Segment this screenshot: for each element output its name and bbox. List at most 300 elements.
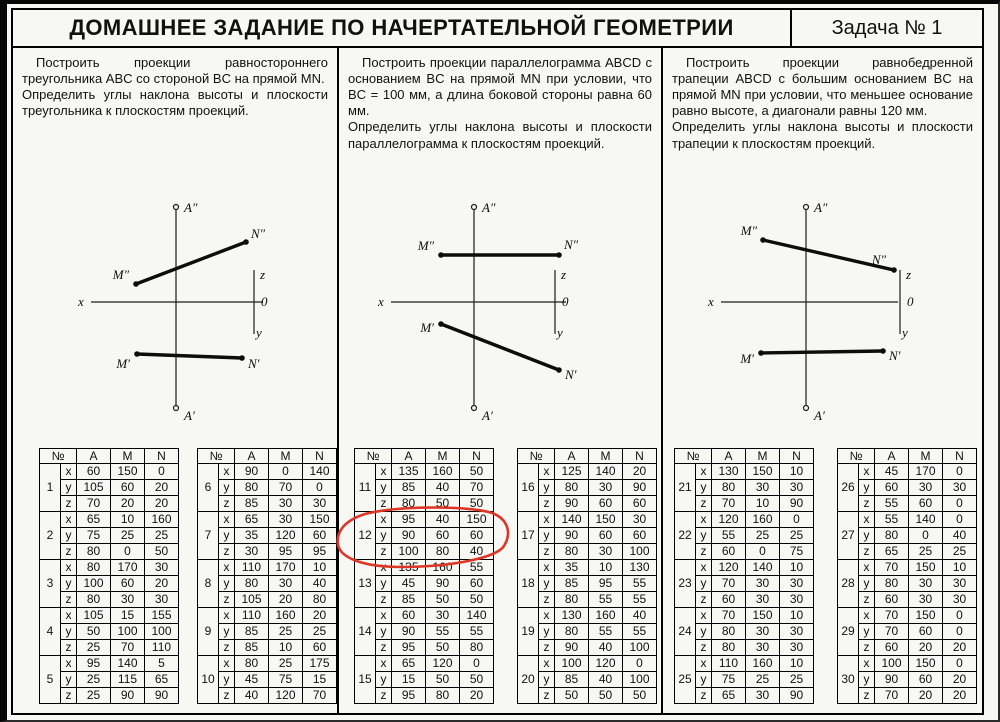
coord-value: 30 xyxy=(943,592,977,608)
label-n-horizontal: N′ xyxy=(565,367,577,382)
coord-value: 85 xyxy=(235,496,269,512)
coord-value: 20 xyxy=(909,688,943,704)
col-header-a: A xyxy=(77,449,111,464)
coord-label: z xyxy=(376,592,392,608)
coord-label: x xyxy=(219,608,235,624)
table-header-row xyxy=(198,449,337,464)
coord-label: y xyxy=(696,528,712,544)
table-row xyxy=(355,544,494,560)
variants-table-11-15 xyxy=(354,448,494,704)
variant-number: 13 xyxy=(355,560,376,608)
table-row xyxy=(355,672,494,688)
coord-value: 80 xyxy=(712,640,746,656)
coord-value: 100 xyxy=(875,656,909,672)
table-row xyxy=(40,592,179,608)
coord-value: 10 xyxy=(746,496,780,512)
coord-value: 25 xyxy=(746,528,780,544)
coord-value: 30 xyxy=(746,576,780,592)
coord-label: x xyxy=(859,560,875,576)
variant-number: 18 xyxy=(518,560,539,608)
coord-value: 0 xyxy=(943,624,977,640)
coord-value: 40 xyxy=(943,528,977,544)
label-y-axis: y xyxy=(256,325,262,340)
coord-value: 20 xyxy=(943,672,977,688)
table-row xyxy=(355,688,494,704)
coord-value: 120 xyxy=(712,560,746,576)
coord-value: 0 xyxy=(780,512,814,528)
coord-value: 30 xyxy=(780,576,814,592)
coord-value: 150 xyxy=(909,656,943,672)
coord-value: 55 xyxy=(623,576,657,592)
coord-value: 160 xyxy=(426,464,460,480)
coord-label: x xyxy=(539,512,555,528)
coord-value: 0 xyxy=(943,608,977,624)
coord-value: 95 xyxy=(589,576,623,592)
label-n-horizontal: N′ xyxy=(248,356,260,371)
coord-label: x xyxy=(61,608,77,624)
coord-label: z xyxy=(696,544,712,560)
table-row xyxy=(355,528,494,544)
variant-number: 12 xyxy=(355,512,376,560)
coord-value: 90 xyxy=(623,480,657,496)
table-row xyxy=(40,464,179,480)
table-row xyxy=(40,672,179,688)
col-header-m: M xyxy=(589,449,623,464)
coord-value: 0 xyxy=(623,656,657,672)
coord-value: 25 xyxy=(77,672,111,688)
coord-value: 70 xyxy=(303,688,337,704)
col-header-num: № xyxy=(838,449,875,464)
point-a-front-marker xyxy=(174,205,179,210)
label-n-front: N″ xyxy=(564,237,579,252)
variant-number: 2 xyxy=(40,512,61,560)
label-a-horizontal: A′ xyxy=(184,408,195,423)
coord-label: y xyxy=(61,480,77,496)
table-row xyxy=(198,464,337,480)
projection-diagram-2 xyxy=(345,193,645,438)
variants-table-1-5 xyxy=(39,448,179,704)
coord-value: 90 xyxy=(555,496,589,512)
coord-value: 60 xyxy=(909,496,943,512)
variant-number: 1 xyxy=(40,464,61,512)
coord-value: 160 xyxy=(145,512,179,528)
coord-value: 0 xyxy=(909,528,943,544)
coord-value: 35 xyxy=(555,560,589,576)
table-row xyxy=(198,640,337,656)
coord-value: 160 xyxy=(589,608,623,624)
col-header-a: A xyxy=(555,449,589,464)
table-row xyxy=(198,624,337,640)
coord-value: 60 xyxy=(460,576,494,592)
table-header-row xyxy=(838,449,977,464)
table-row xyxy=(838,656,977,672)
coord-value: 60 xyxy=(623,528,657,544)
coord-value: 10 xyxy=(780,608,814,624)
col-header-num: № xyxy=(518,449,555,464)
table-row xyxy=(40,608,179,624)
coord-value: 30 xyxy=(145,560,179,576)
variants-table-26-30 xyxy=(837,448,977,704)
coord-value: 65 xyxy=(392,656,426,672)
coord-value: 140 xyxy=(303,464,337,480)
coord-value: 50 xyxy=(426,672,460,688)
table-row xyxy=(355,464,494,480)
coord-label: z xyxy=(539,544,555,560)
coord-label: y xyxy=(696,576,712,592)
table-row xyxy=(355,480,494,496)
coord-value: 15 xyxy=(111,608,145,624)
coord-value: 75 xyxy=(780,544,814,560)
table-row xyxy=(518,480,657,496)
coord-value: 40 xyxy=(623,608,657,624)
label-n-front: N″ xyxy=(871,252,886,267)
coord-value: 140 xyxy=(555,512,589,528)
coord-value: 80 xyxy=(426,688,460,704)
task-paragraph: Определить углы наклона высоты и плоскости параллелограмма к плоскостям проекций. xyxy=(348,119,652,151)
coord-value: 95 xyxy=(77,656,111,672)
coord-value: 120 xyxy=(589,656,623,672)
table-row xyxy=(838,544,977,560)
coord-value: 90 xyxy=(780,688,814,704)
coord-label: z xyxy=(539,640,555,656)
table-row xyxy=(518,576,657,592)
coord-label: x xyxy=(859,656,875,672)
coord-value: 50 xyxy=(77,624,111,640)
coord-value: 60 xyxy=(875,480,909,496)
coord-value: 25 xyxy=(943,544,977,560)
coord-label: y xyxy=(376,576,392,592)
coord-value: 90 xyxy=(780,496,814,512)
coord-value: 25 xyxy=(909,544,943,560)
coord-value: 70 xyxy=(875,624,909,640)
coord-value: 30 xyxy=(746,592,780,608)
coord-label: x xyxy=(859,512,875,528)
table-row xyxy=(518,464,657,480)
tables-group-3 xyxy=(663,448,982,704)
coord-label: y xyxy=(859,528,875,544)
table-row xyxy=(518,560,657,576)
coord-value: 75 xyxy=(712,672,746,688)
tables-group-1 xyxy=(13,448,337,704)
coord-value: 80 xyxy=(875,576,909,592)
coord-value: 105 xyxy=(235,592,269,608)
label-m-front: M″ xyxy=(417,238,434,253)
table-row xyxy=(838,624,977,640)
coord-value: 140 xyxy=(111,656,145,672)
col-header-n: N xyxy=(145,449,179,464)
table-row xyxy=(355,496,494,512)
label-origin: 0 xyxy=(907,294,914,309)
table-row xyxy=(518,640,657,656)
variant-number: 19 xyxy=(518,608,539,656)
task-description-3 xyxy=(663,48,982,152)
coord-label: z xyxy=(696,592,712,608)
variant-number: 11 xyxy=(355,464,376,512)
variant-number: 3 xyxy=(40,560,61,608)
coord-value: 30 xyxy=(909,480,943,496)
coord-value: 20 xyxy=(623,464,657,480)
col-header-n: N xyxy=(623,449,657,464)
table-row xyxy=(198,528,337,544)
coord-value: 70 xyxy=(875,688,909,704)
coord-label: z xyxy=(696,688,712,704)
coord-value: 30 xyxy=(303,496,337,512)
coord-value: 170 xyxy=(111,560,145,576)
coord-value: 40 xyxy=(589,640,623,656)
coord-value: 20 xyxy=(145,496,179,512)
coord-value: 30 xyxy=(780,624,814,640)
coord-value: 30 xyxy=(623,512,657,528)
coord-value: 155 xyxy=(145,608,179,624)
label-x-axis: x xyxy=(378,294,384,309)
point-a-front-marker xyxy=(804,205,809,210)
coord-label: z xyxy=(61,640,77,656)
coord-value: 75 xyxy=(269,672,303,688)
coord-value: 30 xyxy=(589,544,623,560)
task-description-2 xyxy=(339,48,661,152)
coord-value: 30 xyxy=(145,592,179,608)
coord-value: 65 xyxy=(77,512,111,528)
coord-label: z xyxy=(539,688,555,704)
col-header-m: M xyxy=(746,449,780,464)
coord-value: 60 xyxy=(875,592,909,608)
coord-value: 80 xyxy=(426,544,460,560)
coord-value: 30 xyxy=(746,480,780,496)
coord-value: 15 xyxy=(303,672,337,688)
coord-value: 80 xyxy=(712,480,746,496)
coord-value: 110 xyxy=(235,560,269,576)
coord-value: 0 xyxy=(943,656,977,672)
coord-value: 20 xyxy=(111,496,145,512)
coord-value: 0 xyxy=(943,512,977,528)
coord-value: 120 xyxy=(269,528,303,544)
label-y-axis: y xyxy=(902,325,908,340)
coord-value: 5 xyxy=(145,656,179,672)
coord-value: 70 xyxy=(269,480,303,496)
label-n-horizontal: N′ xyxy=(889,348,901,363)
coord-value: 65 xyxy=(145,672,179,688)
coord-value: 50 xyxy=(460,672,494,688)
table-row xyxy=(40,640,179,656)
coord-value: 50 xyxy=(426,496,460,512)
label-x-axis: x xyxy=(708,294,714,309)
label-z-axis: z xyxy=(260,267,266,282)
table-row xyxy=(675,528,814,544)
coord-value: 55 xyxy=(460,560,494,576)
coord-value: 45 xyxy=(392,576,426,592)
coord-value: 170 xyxy=(909,464,943,480)
coord-label: y xyxy=(61,624,77,640)
coord-label: z xyxy=(696,496,712,512)
coord-value: 90 xyxy=(555,640,589,656)
coord-value: 30 xyxy=(780,480,814,496)
coord-value: 20 xyxy=(943,640,977,656)
coord-value: 85 xyxy=(555,576,589,592)
table-row xyxy=(675,672,814,688)
coord-value: 85 xyxy=(392,592,426,608)
coord-value: 170 xyxy=(269,560,303,576)
coord-value: 70 xyxy=(77,496,111,512)
table-row xyxy=(675,640,814,656)
table-row xyxy=(675,688,814,704)
coord-value: 90 xyxy=(555,528,589,544)
table-row xyxy=(675,592,814,608)
variant-number: 9 xyxy=(198,608,219,656)
table-row xyxy=(40,656,179,672)
coord-value: 105 xyxy=(77,608,111,624)
col-header-n: N xyxy=(943,449,977,464)
coord-value: 50 xyxy=(460,496,494,512)
coord-value: 50 xyxy=(460,592,494,608)
table-row xyxy=(198,608,337,624)
coord-value: 95 xyxy=(392,512,426,528)
point-a-horizontal-marker xyxy=(804,406,809,411)
table-row xyxy=(838,464,977,480)
coord-value: 80 xyxy=(392,496,426,512)
table-row xyxy=(838,496,977,512)
coord-label: z xyxy=(696,640,712,656)
coord-value: 30 xyxy=(780,640,814,656)
col-header-m: M xyxy=(111,449,145,464)
coord-value: 80 xyxy=(555,624,589,640)
coord-value: 55 xyxy=(712,528,746,544)
coord-value: 60 xyxy=(589,496,623,512)
coord-value: 30 xyxy=(269,512,303,528)
coord-value: 120 xyxy=(426,656,460,672)
coord-value: 60 xyxy=(909,672,943,688)
coord-value: 140 xyxy=(589,464,623,480)
coord-label: y xyxy=(696,480,712,496)
horizontal-projection-line-mn xyxy=(441,324,559,370)
label-origin: 0 xyxy=(562,294,569,309)
coord-value: 140 xyxy=(460,608,494,624)
coord-value: 105 xyxy=(77,480,111,496)
coord-value: 80 xyxy=(555,592,589,608)
coord-value: 25 xyxy=(77,688,111,704)
coord-value: 25 xyxy=(111,528,145,544)
table-row xyxy=(40,688,179,704)
page-title: ДОМАШНЕЕ ЗАДАНИЕ ПО НАЧЕРТАТЕЛЬНОЙ ГЕОМЕТРИИ xyxy=(69,15,734,40)
coord-value: 90 xyxy=(392,624,426,640)
coord-label: z xyxy=(61,592,77,608)
coord-label: x xyxy=(859,608,875,624)
coord-value: 90 xyxy=(235,464,269,480)
coord-value: 25 xyxy=(77,640,111,656)
point-m-front-marker xyxy=(760,237,766,243)
coord-label: y xyxy=(539,528,555,544)
label-a-front: A″ xyxy=(184,200,198,215)
table-header-row xyxy=(355,449,494,464)
table-row xyxy=(198,656,337,672)
col-header-a: A xyxy=(392,449,426,464)
table-row xyxy=(198,688,337,704)
coord-value: 20 xyxy=(460,688,494,704)
table-row xyxy=(198,576,337,592)
coord-value: 30 xyxy=(589,480,623,496)
coord-value: 150 xyxy=(746,464,780,480)
coord-label: z xyxy=(539,592,555,608)
table-row xyxy=(40,496,179,512)
coord-value: 150 xyxy=(909,560,943,576)
variant-number: 4 xyxy=(40,608,61,656)
table-row xyxy=(40,480,179,496)
header xyxy=(13,10,982,48)
coord-label: y xyxy=(859,624,875,640)
coord-label: z xyxy=(859,688,875,704)
table-row xyxy=(40,512,179,528)
table-row xyxy=(675,480,814,496)
coord-label: x xyxy=(696,464,712,480)
variant-number: 23 xyxy=(675,560,696,608)
coord-value: 10 xyxy=(269,640,303,656)
coord-value: 40 xyxy=(426,480,460,496)
coord-value: 30 xyxy=(943,576,977,592)
col-header-a: A xyxy=(712,449,746,464)
variant-number: 21 xyxy=(675,464,696,512)
coord-value: 20 xyxy=(145,576,179,592)
coord-value: 50 xyxy=(426,640,460,656)
coord-value: 30 xyxy=(780,592,814,608)
label-m-front: M″ xyxy=(112,267,129,282)
coord-value: 20 xyxy=(303,608,337,624)
coord-label: y xyxy=(219,624,235,640)
coord-value: 115 xyxy=(111,672,145,688)
coord-value: 30 xyxy=(269,576,303,592)
label-m-front: M″ xyxy=(740,223,757,238)
coord-value: 70 xyxy=(712,576,746,592)
coord-value: 50 xyxy=(460,464,494,480)
coord-value: 15 xyxy=(392,672,426,688)
coord-value: 130 xyxy=(555,608,589,624)
horizontal-projection-line-mn xyxy=(137,354,242,358)
table-row xyxy=(355,608,494,624)
coord-value: 40 xyxy=(426,512,460,528)
point-n-horizontal-marker xyxy=(556,367,562,373)
coord-value: 10 xyxy=(943,560,977,576)
col-header-num: № xyxy=(198,449,235,464)
coord-value: 50 xyxy=(426,592,460,608)
table-row xyxy=(355,656,494,672)
variant-number: 7 xyxy=(198,512,219,560)
coord-value: 150 xyxy=(746,608,780,624)
coord-label: z xyxy=(859,640,875,656)
label-y-axis: y xyxy=(557,325,563,340)
coord-label: z xyxy=(61,544,77,560)
coord-value: 100 xyxy=(623,640,657,656)
coord-label: x xyxy=(539,608,555,624)
coord-value: 80 xyxy=(235,480,269,496)
point-m-front-marker xyxy=(438,252,444,258)
coord-value: 100 xyxy=(145,624,179,640)
table-row xyxy=(355,624,494,640)
coord-label: y xyxy=(219,576,235,592)
coord-value: 30 xyxy=(235,544,269,560)
coord-value: 60 xyxy=(623,496,657,512)
coord-value: 85 xyxy=(235,624,269,640)
coord-value: 10 xyxy=(780,656,814,672)
table-header-row xyxy=(675,449,814,464)
coord-value: 30 xyxy=(426,608,460,624)
coord-value: 85 xyxy=(555,672,589,688)
table-row xyxy=(838,688,977,704)
coord-value: 50 xyxy=(589,688,623,704)
coord-value: 55 xyxy=(623,624,657,640)
variant-number: 15 xyxy=(355,656,376,704)
coord-value: 65 xyxy=(875,544,909,560)
coord-value: 90 xyxy=(426,576,460,592)
table-row xyxy=(198,544,337,560)
coord-value: 110 xyxy=(712,656,746,672)
